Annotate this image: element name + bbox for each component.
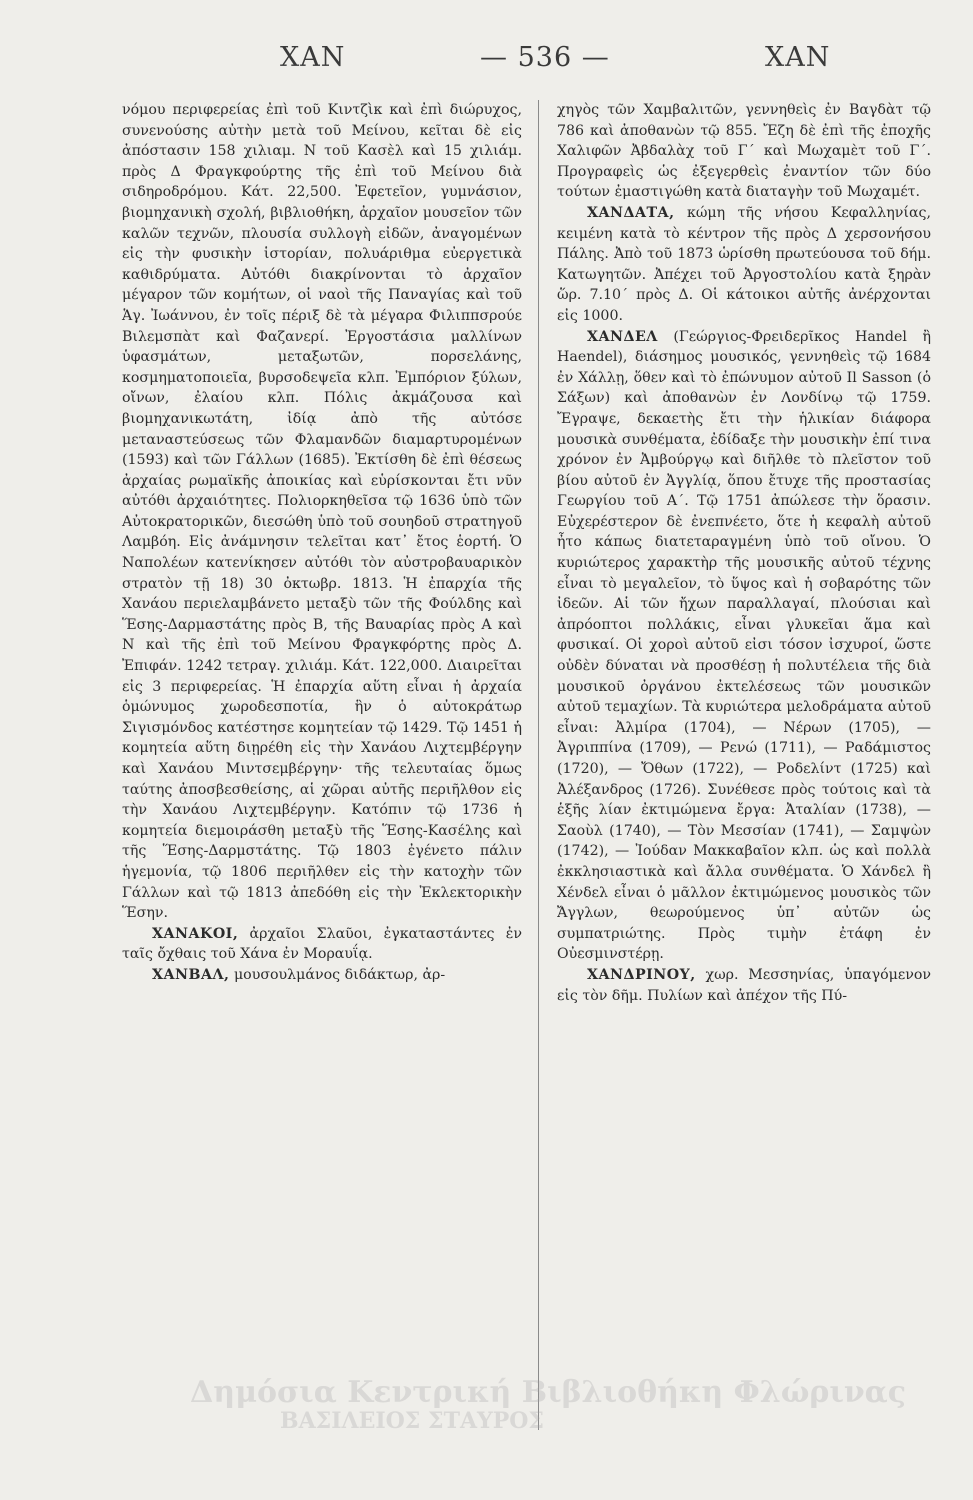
page-number: — 536 —: [480, 42, 610, 73]
entry-text: χωρ. Μεσσηνίας, ὑπαγόμενον εἰς τὸν δῆμ. Πυλίων καὶ ἀπέχον τῆς Πύ-: [557, 966, 931, 1004]
headword: ΧΑΝΔΑΤΑ,: [587, 204, 675, 221]
column-divider: [538, 100, 539, 1430]
right-column: [557, 100, 931, 1006]
header-left-guideword: ΧΑΝ: [280, 42, 346, 73]
entry-chanbal: [122, 965, 522, 986]
headword: ΧΑΝΔΡΙΝΟΥ,: [587, 966, 696, 983]
header-right-guideword: ΧΑΝ: [765, 42, 831, 73]
entry-chanbal-continuation: χηγὸς τῶν Χαμβαλιτῶν, γεννηθεὶς ἐν Βαγδὰτ τῷ 786 καὶ ἀποθανὼν τῷ 855. Ἔζη δὲ ἐπὶ τῆς ἐποχῆς Χαλιφῶν Ἀβδαλὰχ τοῦ Γ´ καὶ Μωχαμὲτ τοῦ Γ´. Προγραφεὶς ὡς ἐξεγερθεὶς ἐναντίον τῶν δύο τούτων ἐμαστιγώθη κατὰ διαταγὴν τοῦ Μωχαμέτ.: [557, 102, 931, 201]
library-watermark-secondary: ΒΑΣΙΛΕΙΟΣ ΣΤΑΥΡΟΣ: [280, 1408, 544, 1434]
entry-chanakoi: [122, 924, 522, 965]
entry-chandata: [557, 203, 931, 327]
headword: ΧΑΝΔΕΛ: [587, 328, 658, 345]
entry-chandel: [557, 327, 931, 965]
entry-continuation: νόμου περιφερείας ἐπὶ τοῦ Κιντζὶκ καὶ ἐπὶ διώρυχος, συνενούσης αὐτὴν μετὰ τοῦ Μείνου, κεῖται δὲ εἰς ἀπόστασιν 158 χιλιαμ. Ν τοῦ Κασὲλ καὶ 15 χιλιάμ. πρὸς Δ Φραγκφούρτης τῆς ἐπὶ τοῦ Μείνου διὰ σιδηροδρόμου. Κάτ. 22,500. Ἐφετεῖον, γυμνάσιον, βιομηχανικὴ σχολή, βιβλιοθήκη, ἀρχαῖον μουσεῖον τῶν καλῶν τεχνῶν, πλουσία συλλογὴ εἰδῶν, ἀναγομένων εἰς τὴν φυσικὴν ἱστορίαν, πολυάριθμα εὐεργετικὰ καθιδρύματα. Αὐτόθι διακρίνονται τὸ ἀρχαῖον μέγαρον τῶν κομήτων, οἱ ναοὶ τῆς Παναγίας καὶ τοῦ Ἁγ. Ἰωάννου, ἐν τοῖς πέριξ δὲ τὰ μέγαρα Φιλιππσρούε Βιλεμσπὰτ καὶ Φαζανερί. Ἐργοστάσια μαλλίνων ὑφασμάτων, μεταξωτῶν, πορσελάνης, κοσμηματοποιεῖα, βυρσοδεψεῖα κλπ. Ἐμπόριον ξύλων, οἴνων, ἐλαίου κλπ. Πόλις ἀκμάζουσα καὶ βιομηχανικωτάτη, ἰδίᾳ ἀπὸ τῆς αὐτόσε μεταναστεύσεως τῶν Φλαμανδῶν διαμαρτυρομένων (1593) καὶ τῶν Γάλλων (1685). Ἐκτίσθη δὲ ἐπὶ θέσεως ἀρχαίας ρωμαϊκῆς ἀποικίας καὶ εὑρίσκονται ἔτι νῦν αὐτόθι ἀρχαιότητες. Πολιορκηθεῖσα τῷ 1636 ὑπὸ τῶν Αὐτοκρατορικῶν, διεσώθη ὑπὸ τοῦ σουηδοῦ στρατηγοῦ Λαμβόη. Εἰς ἀνάμνησιν τελεῖται κατ᾽ ἔτος ἑορτή. Ὁ Ναπολέων κατενίκησεν αὐτόθι τὸν αὐστροβαυαρικὸν στρατὸν τῇ 18) 30 ὀκτωβρ. 1813. Ἡ ἐπαρχία τῆς Χανάου περιελαμβάνετο μεταξὺ τῶν τῆς Φούλδης καὶ Ἕσης-Δαρμαστάτης πρὸς Β, τῆς Βαυαρίας πρὸς Α καὶ Ν καὶ τῆς ἐπὶ τοῦ Μείνου Φραγκφόρτης πρὸς Δ. Ἐπιφάν. 1242 τετραγ. χιλιάμ. Κάτ. 122,000. Διαιρεῖται εἰς 3 περιφερείας. Ἡ ἐπαρχία αὕτη εἶναι ἡ ἀρχαία ὁμώνυμος χωροδεσποτία, ἣν ὁ αὐτοκράτωρ Σιγισμόνδος κατέστησε κομητείαν τῷ 1429. Τῷ 1451 ἡ κομητεία αὕτη διῃρέθη εἰς τὴν Χανάου Λιχτεμβέργην καὶ Χανάου Μιντσεμβέργην· τῆς τελευταίας ὅμως ταύτης ἀποσβεσθείσης, αἱ χῶραι αὐτῆς περιῆλθον εἰς τὴν Χανάου Λιχτεμβέργην. Κατόπιν τῷ 1736 ἡ κομητεία διεμοιράσθη μεταξὺ τῆς Ἕσης-Κασέλης καὶ τῆς Ἕσης-Δαρμστάτης. Τῷ 1803 ἐγένετο πάλιν ἡγεμονία, τῷ 1806 περιῆλθεν εἰς τὴν κατοχὴν τῶν Γάλλων καὶ τῷ 1813 ἀπεδόθη εἰς τὴν Ἐκλεκτορικὴν Ἕσην.: [122, 102, 522, 922]
left-column: [122, 100, 522, 986]
entry-text: (Γεώργιος-Φρειδερῖκος Handel ἢ Haendel), διάσημος μουσικός, γεννηθεὶς τῷ 1684 ἐν Χάλλῃ, ὅθεν καὶ τὸ ἐπώνυμον αὐτοῦ Il Sasson (ὁ Σάξων) καὶ ἀποθανὼν ἐν Λονδίνῳ τῷ 1759. Ἔγραψε, δεκαετὴς ἔτι τὴν ἡλικίαν διάφορα μουσικὰ συνθέματα, ἐδίδαξε τὴν μουσικὴν ἐπί τινα χρόνον ἐν Ἀμβούργῳ καὶ διῆλθε τὸ πλεῖστον τοῦ βίου αὐτοῦ ἐν Ἀγγλίᾳ, ὅπου ἔτυχε τῆς προστασίας Γεωργίου τοῦ Α´. Τῷ 1751 ἀπώλεσε τὴν ὅρασιν. Εὐχερέστερον δὲ ἐνεπνέετο, ὅτε ἡ κεφαλὴ αὐτοῦ ἦτο κάπως διατεταραγμένη ὑπὸ τοῦ οἴνου. Ὁ κυριώτερος χαρακτὴρ τῆς μουσικῆς αὐτοῦ τέχνης εἶναι τὸ μεγαλεῖον, τὸ ὕψος καὶ ἡ σοβαρότης τῶν ἰδεῶν. Αἱ τῶν ἤχων παραλλαγαί, πλούσιαι καὶ ἀπρόοπτοι πολλάκις, εἶναι γλυκεῖαι ἅμα καὶ φυσικαί. Οἱ χοροὶ αὐτοῦ εἰσι τόσον ἰσχυροί, ὥστε οὐδὲν δύναται νὰ προσθέσῃ ἡ πολυτέλεια τῆς διὰ μουσικοῦ ὀργάνου ἐκτελέσεως τῶν μουσικῶν αὐτοῦ τεμαχίων. Τὰ κυριώτερα μελοδράματα αὐτοῦ εἶναι: Ἀλμίρα (1704), — Νέρων (1705), — Ἀγριππίνα (1709), — Ρενώ (1711), — Ραδάμιστος (1720), — Ὄθων (1722), — Ροδελίντ (1725) καὶ Ἀλέξανδρος (1726). Συνέθεσε πρὸς τούτοις καὶ τὰ ἑξῆς λίαν ἐκτιμώμενα ἔργα: Ἀταλίαν (1738), — Σαοὺλ (1740), — Τὸν Μεσσίαν (1741), — Σαμψὼν (1742), — Ἰούδαν Μακκαβαῖον κλπ. ὡς καὶ πολλὰ ἐκκλησιαστικὰ καὶ ἄλλα συνθέματα. Ὁ Χάνδελ ἢ Χένδελ εἶναι ὁ μᾶλλον ἐκτιμώμενος μουσικὸς τῶν Ἄγγλων, θεωρούμενος ὑπ᾽ αὐτῶν ὡς συμπατριώτης. Πρὸς τιμὴν ἐτάφη ἐν Οὐεσμινστέρῃ.: [557, 328, 931, 963]
headword: ΧΑΝΑΚΟΙ,: [152, 925, 239, 942]
running-header: [0, 42, 973, 92]
entry-text: ἀρχαῖοι Σλαῦοι, ἐγκαταστάντες ἐν ταῖς ὄχθαις τοῦ Χάνα ἐν Μοραυΐᾳ.: [122, 925, 522, 963]
entry-chandrinou: [557, 965, 931, 1006]
library-watermark: Δημόσια Κεντρική Βιβλιοθήκη Φλώρινας: [190, 1375, 907, 1410]
entry-text: μουσουλμάνος διδάκτωρ, ἀρ-: [229, 966, 446, 983]
headword: ΧΑΝΒΑΛ,: [152, 966, 230, 983]
entry-text: κώμη τῆς νήσου Κεφαλληνίας, κειμένη κατὰ τὸ κέντρον τῆς πρὸς Δ χερσονήσου Πάλης. Ἀπὸ τοῦ 1873 ὡρίσθη πρωτεύουσα τοῦ δήμ. Κατωγητῶν. Ἀπέχει τοῦ Ἀργοστολίου κατὰ ξηρὰν ὥρ. 7.10´ πρὸς Δ. Οἱ κάτοικοι αὐτῆς ἀνέρχονται εἰς 1000.: [557, 204, 931, 324]
